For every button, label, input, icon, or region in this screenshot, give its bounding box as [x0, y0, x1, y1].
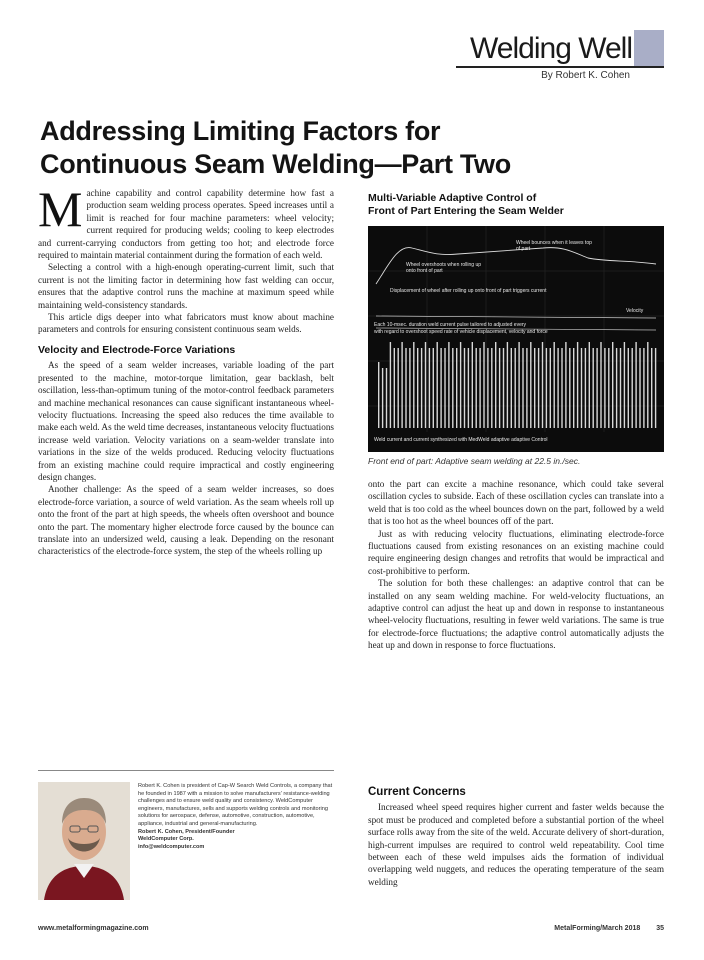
weld-current-pulse [495, 342, 496, 428]
headline-line-2: Continuous Seam Welding—Part Two [40, 149, 511, 179]
weld-current-pulse [561, 348, 562, 428]
weld-current-pulse [464, 348, 465, 428]
weld-current-pulse [382, 368, 383, 428]
annotation-pulse-band-2: with regard to overshoot speed rate of vehicle displacement, velocity and force [374, 329, 548, 335]
weld-current-pulse [440, 348, 441, 428]
weld-current-pulse [417, 348, 418, 428]
weld-current-pulse [569, 348, 570, 428]
annotation-bottom: Weld current and current synthesized with MedWeld adaptive adaptive Control [374, 437, 548, 443]
weld-current-pulse [643, 348, 644, 428]
annotation-pulse-band-1: Each 10-msec. duration weld current pulse tailored to adjusted every [374, 322, 527, 328]
weld-current-pulse [499, 348, 500, 428]
weld-current-pulse [433, 348, 434, 428]
bio-divider [38, 770, 334, 771]
weld-current-pulse [600, 342, 601, 428]
figure-title-line-2: Front of Part Entering the Seam Welder [368, 205, 564, 217]
weld-current-pulse [515, 348, 516, 428]
weld-current-pulse [632, 348, 633, 428]
weld-current-pulse [612, 342, 613, 428]
footer-website[interactable]: www.metalformingmagazine.com [38, 925, 149, 932]
weld-current-pulse [639, 348, 640, 428]
weld-current-pulse [554, 342, 555, 428]
weld-current-pulse [557, 348, 558, 428]
intro-paragraph-1-text: achine capability and control capability determine how fast a production seam welding process operates. Speed increases until a limit is reached for four machine parameters: wheel velocity; current required for producing welds; cooling to keep electrodes and current-carrying conductors from getting too hot; and electrode force required to maintain material containment during the formation of each weld. [38, 188, 334, 261]
author-bio-company: WeldComputer Corp. [138, 836, 194, 843]
footer-page-number: 35 [656, 925, 664, 932]
author-photo [38, 782, 130, 900]
weld-current-pulse [604, 348, 605, 428]
weld-current-pulse [647, 342, 648, 428]
right-paragraph-3: The solution for both these challenges: an adaptive control that can be installed on any seam welding machine. For weld-velocity fluctuations, an adaptive control can adjust the heat up and down in response to instantaneous wheel-velocity fluctuations, resulting in fewer weld variations. The same is true for electrode-force fluctuations; the adaptive control automatically adjusts the heat up and down in response to force fluctuations. [368, 578, 664, 651]
intro-paragraph-3: This article digs deeper into what fabricators must know about machine parameters and controls for ensuring consistent continuous seam welds. [38, 312, 334, 335]
weld-current-pulse [409, 348, 410, 428]
intro-paragraph-1 [38, 181, 334, 261]
weld-current-pulse [378, 362, 379, 428]
weld-current-pulse [472, 342, 473, 428]
weld-current-pulse [635, 342, 636, 428]
weld-current-pulse [593, 348, 594, 428]
weld-current-pulse [651, 348, 652, 428]
weld-current-pulse [476, 348, 477, 428]
annotation-displacement: Displacement of wheel after rolling up onto front of part triggers current [390, 288, 547, 294]
headline-line-1: Addressing Limiting Factors for [40, 116, 441, 146]
velocity-paragraph-2: Another challenge: As the speed of a seam welder increases, so does electrode-force variation, a source of weld variation. As the seam wheels roll up onto the front of the part at high speeds, the wheels often overshoot and bounce onto the part. The momentary higher electrode force caused by the bounce can translate into an undersized weld, causing a leak. Depending on the resonant characteristics of the electrode-force system, the step of the wheels rolling up [38, 484, 334, 557]
weld-current-pulse [616, 348, 617, 428]
weld-current-pulse [546, 348, 547, 428]
author-bio-email[interactable]: info@weldcomputer.com [138, 843, 205, 850]
article-headline [40, 115, 660, 181]
footer-publication [500, 925, 664, 932]
weld-current-pulse [526, 348, 527, 428]
intro-paragraph-2: Selecting a control with a high-enough operating-current limit, such that current is not the limiting factor in determining how fast welding can occur, ensures that the adaptive control runs the machine at maximum speed while maintaining weld-consistency standards. [38, 262, 334, 310]
weld-current-pulse [585, 348, 586, 428]
weld-current-pulse [511, 348, 512, 428]
weld-current-pulse [452, 348, 453, 428]
figure-oscilloscope [368, 226, 664, 452]
left-column [38, 181, 334, 558]
weld-current-pulses [378, 342, 656, 428]
weld-current-pulse [577, 342, 578, 428]
weld-current-pulse [401, 342, 402, 428]
weld-current-pulse [565, 342, 566, 428]
weld-current-pulse [413, 342, 414, 428]
weld-current-pulse [425, 342, 426, 428]
weld-current-pulse [429, 348, 430, 428]
weld-current-pulse [550, 348, 551, 428]
column-title-bar [634, 30, 664, 66]
weld-current-pulse [538, 348, 539, 428]
oscilloscope-graphic [368, 226, 664, 452]
weld-current-pulse [620, 348, 621, 428]
weld-current-pulse [398, 348, 399, 428]
weld-current-pulse [444, 348, 445, 428]
velocity-trace [376, 316, 656, 318]
figure-title [368, 192, 664, 218]
author-bio-name: Robert K. Cohen, President/Founder [138, 828, 235, 835]
weld-current-pulse [386, 368, 387, 428]
weld-current-pulse [460, 342, 461, 428]
weld-current-pulse [483, 342, 484, 428]
figure-title-line-1: Multi-Variable Adaptive Control of [368, 192, 537, 204]
weld-current-pulse [507, 342, 508, 428]
weld-current-pulse [581, 348, 582, 428]
weld-current-pulse [573, 348, 574, 428]
annotation-wheel-bounce: Wheel bounces when it leaves top of part [516, 240, 592, 252]
velocity-paragraph-1: As the speed of a seam welder increases, variable loading of the part presented to the machine, motor-torque limitation, gear backlash, belt oscillation, less-than-optimum tuning of the motor-control feedback parameters and machine mechanical resonances can cause significant instantaneous wheel-velocity fluctuations. Increasing the speed also reduces the time available to make each weld. As the weld time decreases, instantaneous velocity fluctuations increase weld variation. Velocity variations on a seam-welder translate into variations in the size of the welds produced. Reducing velocity fluctuations from an existing machine could require impractical and costly engineering design changes. [38, 360, 334, 482]
weld-current-pulse [437, 342, 438, 428]
weld-current-pulse [468, 348, 469, 428]
weld-current-pulse [405, 348, 406, 428]
section-heading-current: Current Concerns [368, 786, 466, 798]
author-portrait [38, 782, 130, 900]
drop-cap: M [38, 181, 83, 237]
author-bio-text: Robert K. Cohen is president of Cap-W Search Weld Controls, a company that he founded in 1987 with a mission to solve manufacturers' resistance-welding challenges and to ensure weld quality and consistency. WeldComputer engineers, manufactures, sells and supports welding controls and monitoring solutions for aerospace, defense, automotive, construction, automotive, appliance, industrial and general-manufacturing. [138, 783, 333, 827]
byline: By Robert K. Cohen [541, 70, 630, 81]
right-paragraph-2: Just as with reducing velocity fluctuations, eliminating electrode-force fluctuations caused from existing resonances on an existing machine could require engineering design changes and retrofits that would be impractical and cost-prohibitive to perform. [368, 528, 664, 576]
weld-current-pulse [542, 342, 543, 428]
weld-current-pulse [421, 348, 422, 428]
weld-current-pulse [628, 348, 629, 428]
weld-current-pulse [390, 342, 391, 428]
footer-issue: MetalForming/March 2018 [554, 925, 641, 932]
column-title: Welding Well [470, 32, 632, 65]
weld-current-pulse [479, 348, 480, 428]
weld-current-pulse [522, 348, 523, 428]
section-heading-velocity: Velocity and Electrode-Force Variations [38, 343, 236, 356]
weld-current-pulse [655, 348, 656, 428]
weld-current-pulse [503, 348, 504, 428]
weld-current-pulse [589, 342, 590, 428]
annotation-wheel-overshoot: Wheel overshoots when rolling up onto front of part [406, 262, 482, 274]
scope-grid [368, 226, 664, 452]
weld-current-pulse [596, 348, 597, 428]
weld-current-pulse [491, 348, 492, 428]
weld-current-pulse [534, 348, 535, 428]
weld-current-pulse [530, 342, 531, 428]
annotation-velocity: Velocity [626, 308, 644, 314]
weld-current-pulse [487, 348, 488, 428]
weld-current-pulse [394, 348, 395, 428]
weld-current-pulse [456, 348, 457, 428]
current-concerns-section [368, 786, 664, 888]
figure-caption: Front end of part: Adaptive seam welding at 22.5 in./sec. [368, 456, 581, 466]
weld-current-pulse [518, 342, 519, 428]
author-bio [138, 783, 334, 851]
weld-current-pulse [608, 348, 609, 428]
weld-current-pulse [624, 342, 625, 428]
right-paragraph-1: onto the part can excite a machine resonance, which could take several oscillation cycles to subside. Each of these oscillation cycles can translate into a weld that is too cold as the wheel bounces down on the part, followed by a weld that is too hot as the wheel bounces off of the part. [368, 479, 664, 527]
weld-current-pulse [448, 342, 449, 428]
column-title-rule [456, 66, 664, 68]
current-paragraph-1: Increased wheel speed requires higher current and faster welds because the spot must be produced and completed before a substantial portion of the wheel surface rolls away from the site of the weld. Accurate delivery of short-duration, high-current impulses are required to control weld repeatability. Cool time between each of these weld impulses aids the formation of individual overlapping weld nuggets, and reduces the operating temperature of the seam welding [368, 802, 664, 887]
right-column-continued [368, 478, 664, 652]
